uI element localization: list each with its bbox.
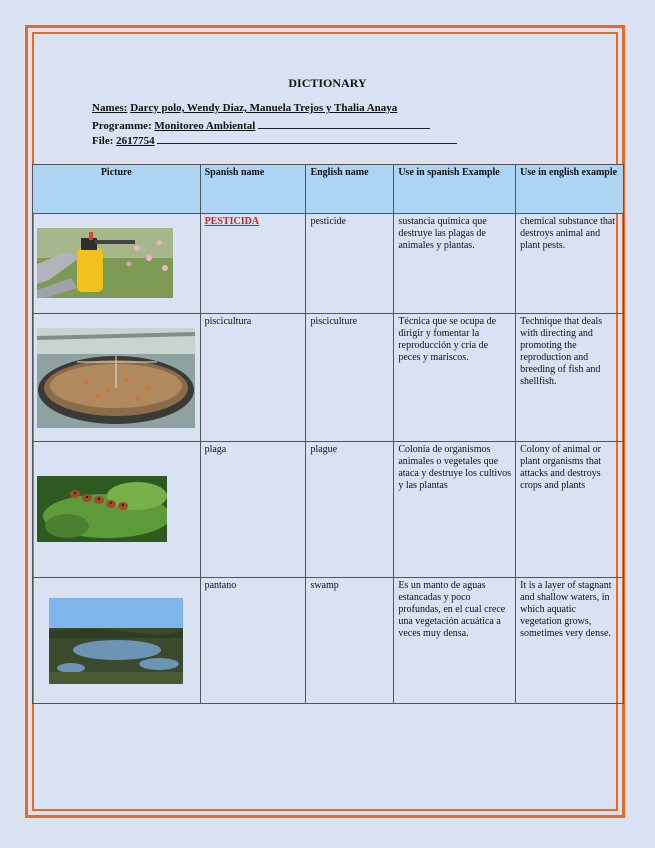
file-line (92, 133, 457, 147)
programme-label: Programme: (92, 120, 152, 132)
table-row (33, 314, 624, 442)
picture-cell (33, 442, 201, 578)
picture-cell (33, 578, 201, 704)
picture-cell (33, 314, 201, 442)
document-title: DICTIONARY (288, 76, 367, 90)
table-row (33, 214, 624, 314)
use-english-cell: chemical substance that destroys animal and plant pests. (516, 214, 624, 314)
spanish-name-cell: piscicultura (200, 314, 306, 442)
spanish-name-cell (200, 214, 306, 314)
table-row (33, 578, 624, 704)
insect-plague-image (37, 476, 167, 542)
header-spanish-name: Spanish name (200, 165, 306, 214)
file-label: File: (92, 135, 114, 147)
english-name-cell: swamp (306, 578, 394, 704)
names-line (92, 102, 397, 114)
programme-line (92, 118, 430, 132)
file-underline (157, 133, 457, 144)
use-english-cell: Technique that deals with directing and promoting the reproduction and breeding of fish and shellfish. (516, 314, 624, 442)
header-use-spanish: Use in spanish Example (394, 165, 516, 214)
header-picture: Picture (33, 165, 201, 214)
names-value: Darcy polo, Wendy Diaz, Manuela Trejos y Thalia Anaya (130, 102, 398, 114)
swamp-landscape-image (49, 598, 183, 684)
spanish-name-cell: pantano (200, 578, 306, 704)
use-spanish-cell: sustancia química que destruye las plagas de animales y plantas. (394, 214, 516, 314)
english-name-cell: pisciculture (306, 314, 394, 442)
programme-value: Monitoreo Ambiental (154, 120, 256, 132)
english-name-cell: pesticide (306, 214, 394, 314)
use-english-cell: Colony of animal or plant organisms that attacks and destroys crops and plants (516, 442, 624, 578)
header-english-name: English name (306, 165, 394, 214)
use-spanish-cell: Técnica que se ocupa de dirigir y fomentar la reproducción y cría de peces y mariscos. (394, 314, 516, 442)
picture-cell (33, 214, 201, 314)
names-label: Names: (92, 102, 128, 114)
programme-underline (258, 118, 430, 129)
pesticide-sprayer-image (37, 228, 173, 298)
english-name-cell: plague (306, 442, 394, 578)
table-row (33, 442, 624, 578)
dictionary-table (32, 164, 624, 704)
spanish-name[interactable]: PESTICIDA (204, 216, 260, 227)
spanish-name-cell: plaga (200, 442, 306, 578)
file-value: 2617754 (116, 135, 155, 147)
fish-farming-pond-image (37, 328, 195, 428)
header-use-english: Use in english example (516, 165, 624, 214)
table-header-row (33, 165, 624, 214)
use-english-cell: It is a layer of stagnant and shallow waters, in which aquatic vegetation grows, sometimes very dense. (516, 578, 624, 704)
use-spanish-cell: Es un manto de aguas estancadas y poco profundas, en el cual crece una vegetación acuática a veces muy densa. (394, 578, 516, 704)
use-spanish-cell: Colonia de organismos animales o vegetales que ataca y destruye los cultivos y las plantas (394, 442, 516, 578)
